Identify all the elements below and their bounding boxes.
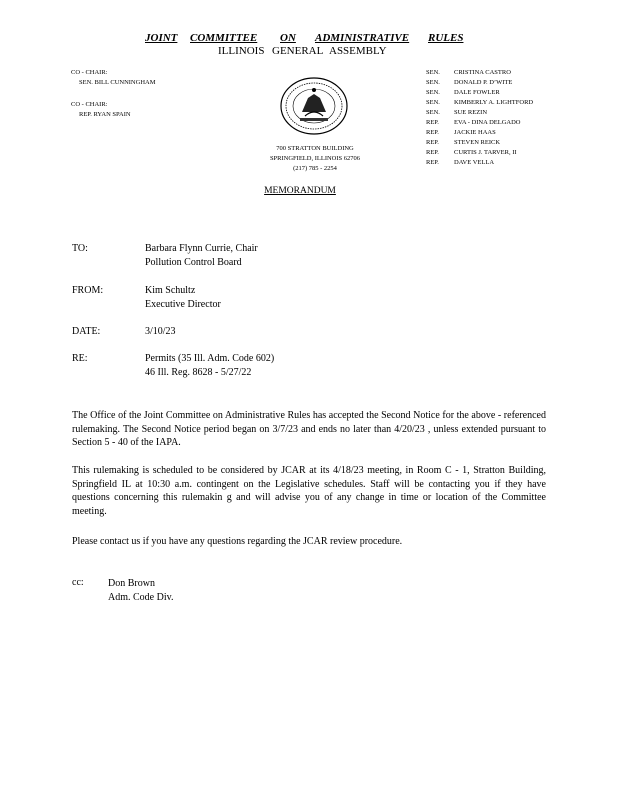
members-list	[426, 68, 533, 168]
phone-line: (217) 785 - 2254	[293, 165, 337, 172]
title-word: ILLINOIS	[218, 45, 265, 57]
member-title: REP.	[426, 129, 439, 136]
title-word: ADMINISTRATIVE	[315, 32, 410, 44]
address-line: SPRINGFIELD, ILLINOIS 62706	[269, 155, 361, 162]
member-title: REP.	[426, 139, 439, 146]
date-label: DATE:	[72, 326, 101, 337]
cc-recipients	[108, 577, 173, 605]
address-line: 700 STRATTON BUILDING	[276, 145, 354, 152]
from-value	[145, 284, 221, 312]
member-title: REP.	[426, 159, 439, 166]
member-row	[426, 98, 533, 108]
member-row	[426, 128, 533, 138]
member-row	[426, 158, 533, 168]
title-word: ASSEMBLY	[329, 45, 387, 57]
chair-name: SEN. BILL CUNNINGHAM	[79, 79, 156, 86]
member-name: STEVEN REICK	[454, 139, 501, 146]
member-row	[426, 118, 533, 128]
to-value	[145, 242, 258, 270]
body-paragraph: The Office of the Joint Committee on Administrative Rules has accepted the Second Notice for the above - referenced rulemaking. The Second Notice period began on 3/7/23 and ends no later than 4/20/23 , unless extended pursuant to Section 5 - 40 of the IAPA.	[72, 410, 546, 448]
member-name: CURTIS J. TARVER, II	[454, 149, 517, 156]
member-row	[426, 68, 533, 78]
re-line: 46 Ill. Reg. 8628 - 5/27/22	[145, 367, 252, 378]
memorandum-text: MEMORANDUM	[264, 186, 336, 196]
to-label: TO:	[72, 243, 88, 254]
title-word: COMMITTEE	[190, 32, 258, 44]
date-value: 3/10/23	[145, 326, 176, 337]
member-row	[426, 108, 533, 118]
member-title: SEN.	[426, 99, 440, 106]
to-line: Pollution Control Board	[145, 257, 242, 268]
member-title: SEN.	[426, 89, 440, 96]
chair-name: REP. RYAN SPAIN	[79, 111, 131, 118]
member-row	[426, 88, 533, 98]
member-name: DALE FOWLER	[454, 89, 500, 96]
member-name: DAVE VELLA	[454, 159, 495, 166]
co-chairs	[71, 68, 156, 120]
re-label: RE:	[72, 353, 88, 364]
member-row	[426, 148, 533, 158]
member-row	[426, 138, 533, 148]
re-line: Permits (35 Ill. Adm. Code 602)	[145, 353, 275, 364]
cc-line: Adm. Code Div.	[108, 592, 174, 603]
cc-line: Don Brown	[108, 578, 155, 589]
body-paragraph: Please contact us if you have any questions regarding the JCAR review procedure.	[72, 536, 403, 547]
title-word: RULES	[428, 32, 464, 44]
cc-label: cc:	[72, 577, 84, 588]
title-word: GENERAL	[272, 45, 324, 57]
memorandum-heading	[0, 186, 618, 196]
title-word: ON	[280, 32, 296, 44]
member-title: SEN.	[426, 69, 440, 76]
member-title: REP.	[426, 119, 439, 126]
from-label: FROM:	[72, 285, 104, 296]
illinois-seal	[278, 76, 350, 136]
to-line: Barbara Flynn Currie, Chair	[145, 243, 258, 254]
title-word: JOINT	[145, 32, 178, 44]
member-name: DONALD P. D’WITE	[454, 79, 513, 86]
chair-role: CO - CHAIR:	[71, 101, 108, 108]
member-title: REP.	[426, 149, 439, 156]
chair-role: CO - CHAIR:	[71, 69, 108, 76]
from-line: Kim Schultz	[145, 285, 196, 296]
member-name: JACKIE HAAS	[454, 129, 496, 136]
member-name: SUE REZIN	[454, 109, 488, 116]
body-paragraph: This rulemaking is scheduled to be considered by JCAR at its 4/18/23 meeting, in Room C - 1, Stratton Building, Springfield IL at 10:30 a.m. contingent on the Legislative schedules. Staff will be contacting you if they have questions concerning this rulemakin g and will advise you of any change in time or location of the Committee meeting.	[72, 465, 546, 517]
from-line: Executive Director	[145, 299, 221, 310]
re-value	[145, 352, 274, 380]
member-name: KIMBERLY A. LIGHTFORD	[454, 99, 534, 106]
member-title: SEN.	[426, 109, 440, 116]
member-row	[426, 78, 533, 88]
member-name: CRISTINA CASTRO	[454, 69, 511, 76]
address-block	[250, 144, 380, 174]
member-title: SEN.	[426, 79, 440, 86]
member-name: EVA - DINA DELGADO	[454, 119, 521, 126]
